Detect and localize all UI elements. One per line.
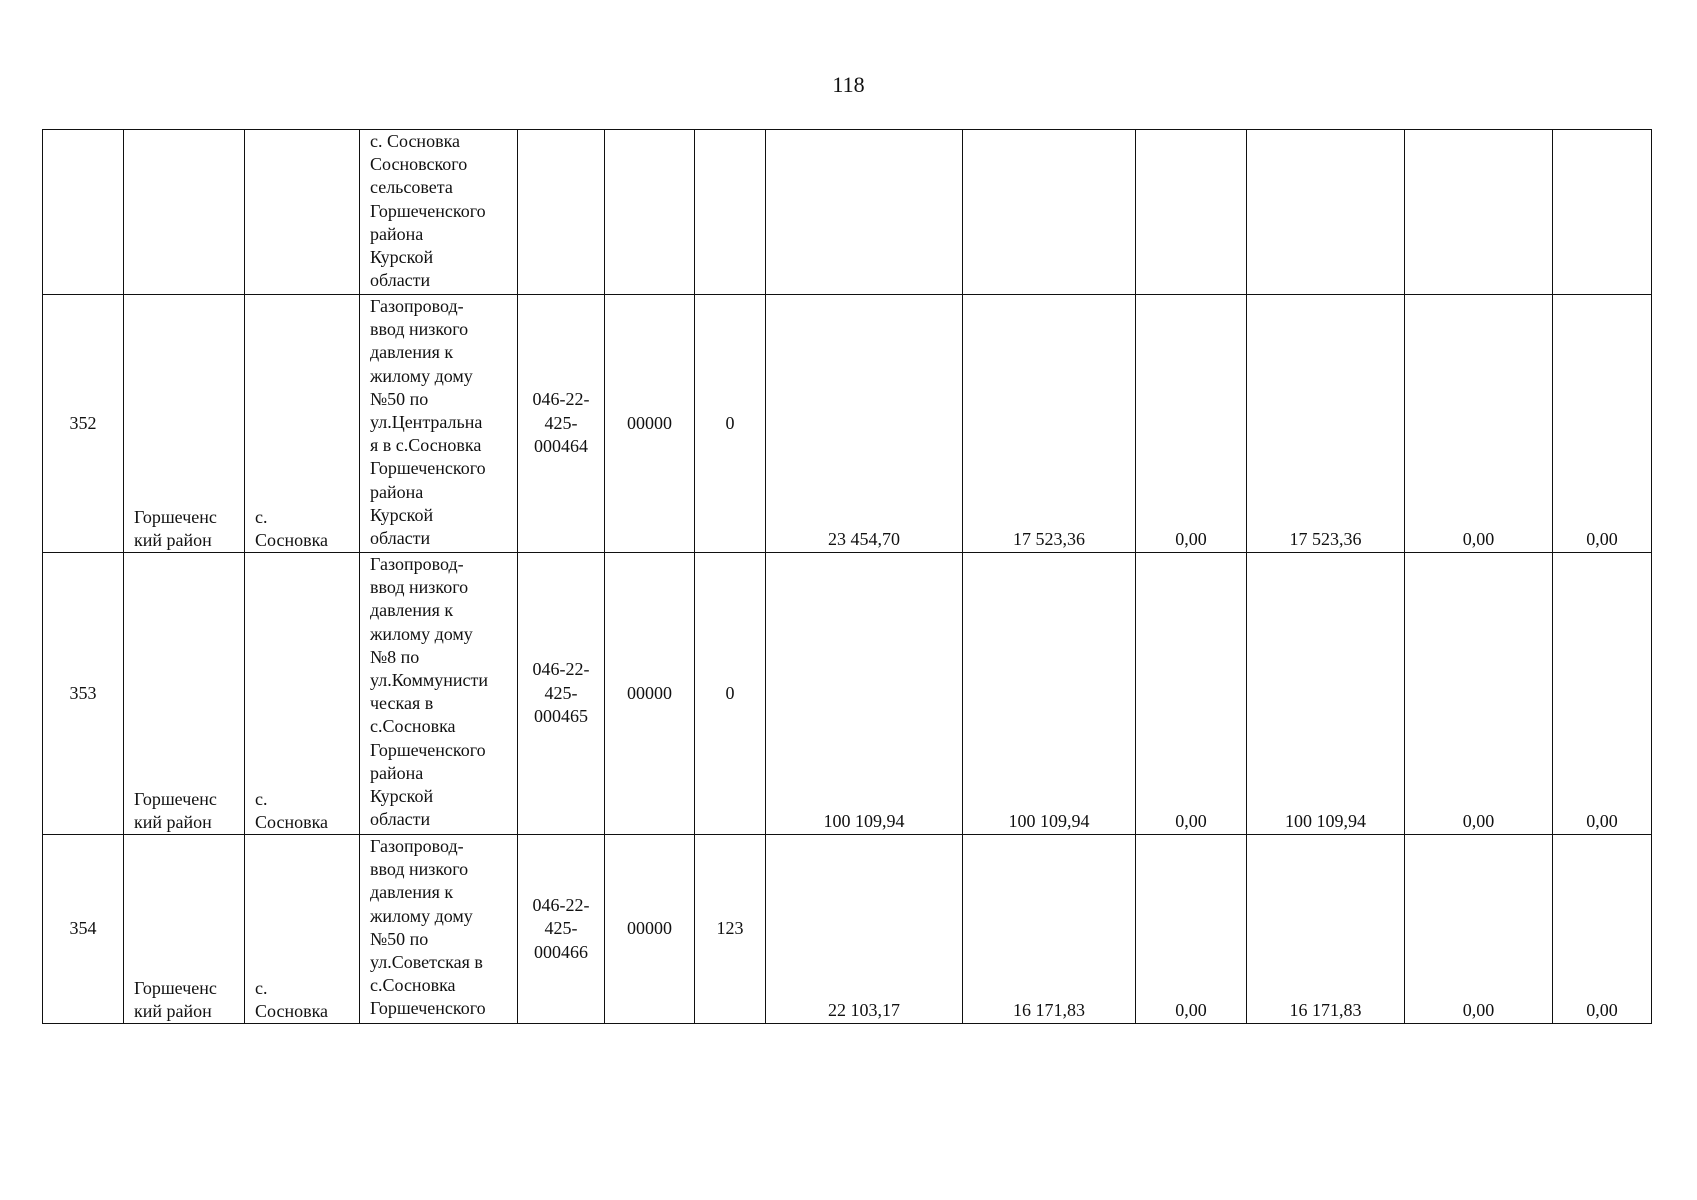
value-cell: 0,00 <box>1405 835 1553 1024</box>
code-suffix-cell: 00000 <box>605 835 695 1024</box>
value-cell: 0,00 <box>1553 295 1652 553</box>
value-cell: 0,00 <box>1405 295 1553 553</box>
value-cell <box>766 130 963 295</box>
code-suffix-cell: 00000 <box>605 295 695 553</box>
length-cell <box>695 130 766 295</box>
value-cell <box>1405 130 1553 295</box>
value-cell <box>1136 130 1247 295</box>
value-cell: 16 171,83 <box>1247 835 1405 1024</box>
value-cell: 100 109,94 <box>766 553 963 835</box>
value-cell: 22 103,17 <box>766 835 963 1024</box>
table-row <box>43 835 1652 1024</box>
value-cell: 0,00 <box>1553 553 1652 835</box>
cadastral-code-cell: 046-22- 425- 000464 <box>518 295 605 553</box>
table-row <box>43 130 1652 295</box>
value-cell: 100 109,94 <box>963 553 1136 835</box>
value-cell: 0,00 <box>1136 295 1247 553</box>
value-cell: 17 523,36 <box>963 295 1136 553</box>
value-cell: 16 171,83 <box>963 835 1136 1024</box>
value-cell: 0,00 <box>1136 835 1247 1024</box>
row-index-cell <box>43 130 124 295</box>
locality-cell: с. Сосновка <box>245 835 360 1024</box>
district-cell: Горшеченс кий район <box>124 553 245 835</box>
row-index-cell: 352 <box>43 295 124 553</box>
district-cell: Горшеченс кий район <box>124 295 245 553</box>
value-cell: 17 523,36 <box>1247 295 1405 553</box>
object-description-cell: Газопровод- ввод низкого давления к жилому дому №50 по ул.Центральна я в с.Сосновка Горшеченского района Курской области <box>360 295 518 553</box>
code-suffix-cell: 00000 <box>605 553 695 835</box>
value-cell <box>1553 130 1652 295</box>
row-index-cell: 354 <box>43 835 124 1024</box>
value-cell: 23 454,70 <box>766 295 963 553</box>
cadastral-code-cell: 046-22- 425- 000466 <box>518 835 605 1024</box>
value-cell: 0,00 <box>1405 553 1553 835</box>
row-index-cell: 353 <box>43 553 124 835</box>
value-cell: 0,00 <box>1136 553 1247 835</box>
value-cell <box>963 130 1136 295</box>
register-table <box>42 129 1652 1024</box>
code-suffix-cell <box>605 130 695 295</box>
table-row <box>43 553 1652 835</box>
cadastral-code-cell: 046-22- 425- 000465 <box>518 553 605 835</box>
object-description-cell: Газопровод- ввод низкого давления к жилому дому №8 по ул.Коммунисти ческая в с.Сосновка Горшеченского района Курской области <box>360 553 518 835</box>
locality-cell <box>245 130 360 295</box>
value-cell <box>1247 130 1405 295</box>
length-cell: 0 <box>695 295 766 553</box>
length-cell: 0 <box>695 553 766 835</box>
value-cell: 0,00 <box>1553 835 1652 1024</box>
object-description-cell: Газопровод- ввод низкого давления к жилому дому №50 по ул.Советская в с.Сосновка Горшеченского <box>360 835 518 1024</box>
district-cell: Горшеченс кий район <box>124 835 245 1024</box>
locality-cell: с. Сосновка <box>245 295 360 553</box>
object-description-cell: с. Сосновка Сосновского сельсовета Горшеченского района Курской области <box>360 130 518 295</box>
cadastral-code-cell <box>518 130 605 295</box>
table-row <box>43 295 1652 553</box>
locality-cell: с. Сосновка <box>245 553 360 835</box>
page-number: 118 <box>832 72 865 97</box>
length-cell: 123 <box>695 835 766 1024</box>
value-cell: 100 109,94 <box>1247 553 1405 835</box>
district-cell <box>124 130 245 295</box>
